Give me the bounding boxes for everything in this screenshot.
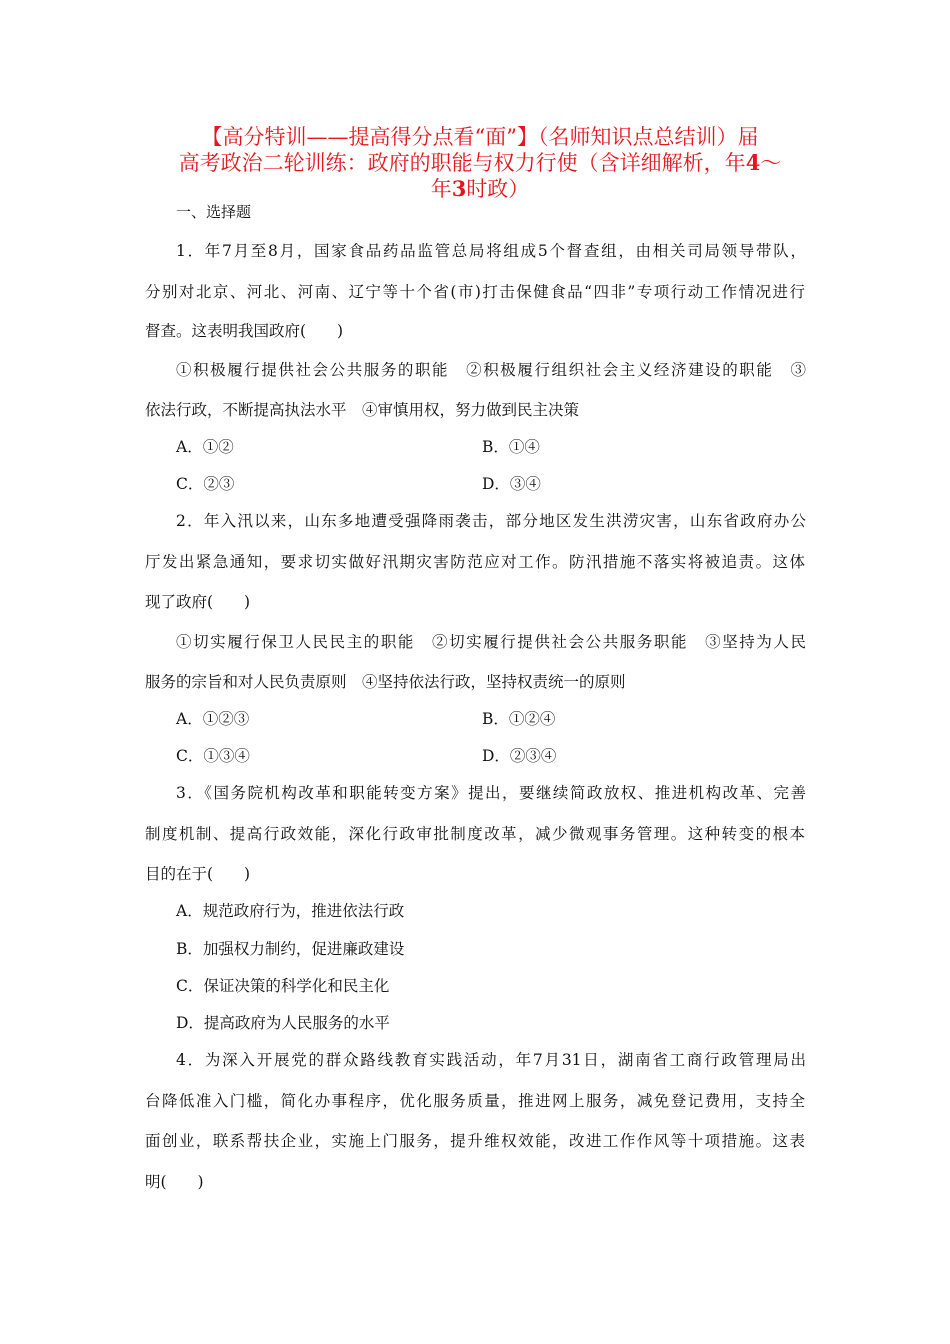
question-3-line-3: 目的在于( ) bbox=[145, 865, 251, 883]
question-2-line-2: 厅发出紧急通知，要求切实做好汛期灾害防范应对工作。防汛措施不落实将被追责。这体 bbox=[145, 553, 805, 571]
question-1-option-c: C．②③ bbox=[176, 475, 235, 493]
question-4-line-3: 面创业，联系帮扶企业，实施上门服务，提升维权效能，改进工作作风等十项措施。这表 bbox=[145, 1132, 805, 1150]
question-2-option-a: A．①②③ bbox=[176, 710, 250, 728]
title-line-1: 【高分特训——提高得分点看“面”】（名师知识点总结训）届 bbox=[201, 125, 759, 149]
title-line-3: 年3时政） bbox=[430, 176, 530, 201]
question-2-line-3: 现了政府( ) bbox=[145, 593, 251, 611]
question-3-line-1: 3．《国务院机构改革和职能转变方案》提出，要继续简政放权、推进机构改革、完善 bbox=[176, 784, 806, 802]
question-1-option-b: B．①④ bbox=[482, 438, 540, 456]
question-3-option-b: B．加强权力制约，促进廉政建设 bbox=[176, 940, 405, 958]
question-1-line-2: 分别对北京、河北、河南、辽宁等十个省(市)打击保健食品“四非”专项行动工作情况进行 bbox=[145, 283, 805, 301]
question-2-statement-line-1: ①切实履行保卫人民民主的职能 ②切实履行提供社会公共服务职能 ③坚持为人民 bbox=[176, 633, 806, 651]
question-1-option-a: A．①② bbox=[176, 438, 234, 456]
question-1-statement-line-1: ①积极履行提供社会公共服务的职能 ②积极履行组织社会主义经济建设的职能 ③ bbox=[176, 361, 806, 379]
question-2-option-b: B．①②④ bbox=[482, 710, 556, 728]
question-2-option-d: D．②③④ bbox=[482, 747, 557, 765]
question-3-option-c: C．保证决策的科学化和民主化 bbox=[176, 977, 390, 995]
question-4-line-4: 明( ) bbox=[145, 1173, 204, 1191]
section-heading: 一、选择题 bbox=[176, 203, 252, 221]
question-1-statement-line-2: 依法行政，不断提高执法水平 ④审慎用权，努力做到民主决策 bbox=[145, 401, 580, 419]
question-2-option-c: C．①③④ bbox=[176, 747, 250, 765]
document-title bbox=[150, 124, 810, 202]
question-3-option-a: A．规范政府行为，推进依法行政 bbox=[176, 902, 405, 920]
question-4-line-2: 台降低准入门槛，简化办事程序，优化服务质量，推进网上服务，减免登记费用，支持全 bbox=[145, 1092, 805, 1110]
question-4-line-1: 4．为深入开展党的群众路线教育实践活动，年7月31日，湖南省工商行政管理局出 bbox=[176, 1051, 806, 1069]
question-3-option-d: D．提高政府为人民服务的水平 bbox=[176, 1014, 390, 1032]
question-1-line-1: 1．年7月至8月，国家食品药品监管总局将组成5个督查组，由相关司局领导带队， bbox=[176, 242, 806, 260]
question-1-option-d: D．③④ bbox=[482, 475, 541, 493]
title-line-2: 高考政治二轮训练：政府的职能与权力行使（含详细解析，年4～ bbox=[178, 150, 782, 175]
question-3-line-2: 制度机制、提高行政效能，深化行政审批制度改革，减少微观事务管理。这种转变的根本 bbox=[145, 825, 805, 843]
question-1-line-3: 督查。这表明我国政府( ) bbox=[145, 322, 344, 340]
question-2-statement-line-2: 服务的宗旨和对人民负责原则 ④坚持依法行政，坚持权责统一的原则 bbox=[145, 673, 626, 691]
question-2-line-1: 2．年入汛以来，山东多地遭受强降雨袭击，部分地区发生洪涝灾害，山东省政府办公 bbox=[176, 512, 806, 530]
